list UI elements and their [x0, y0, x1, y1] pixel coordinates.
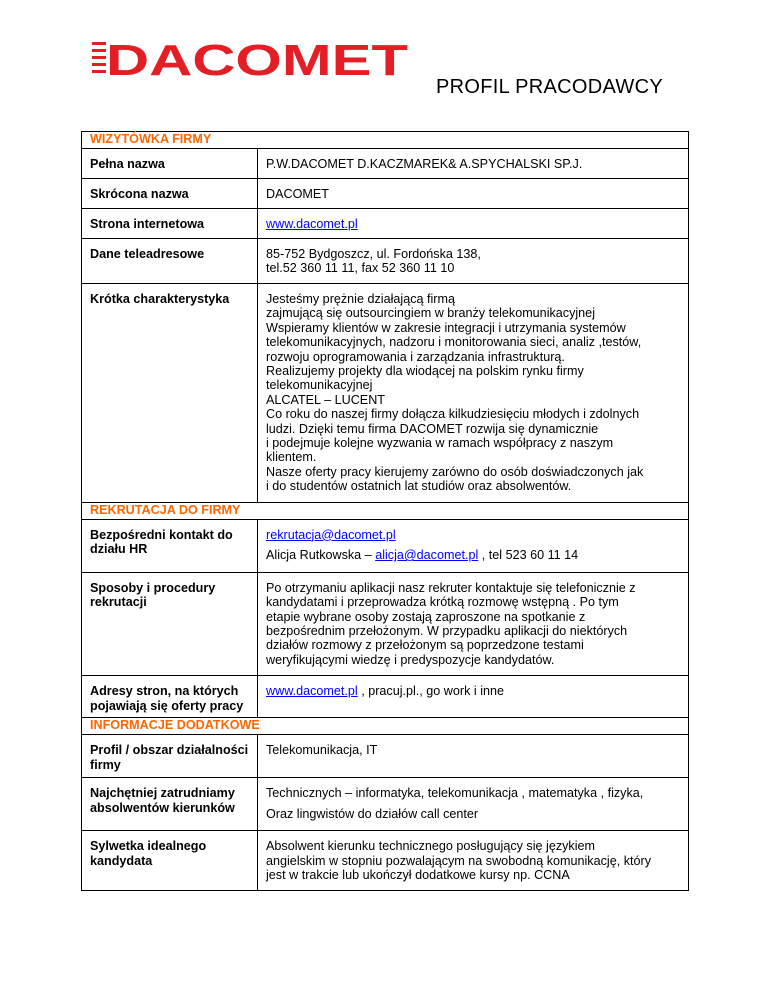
value-procedures — [258, 572, 689, 675]
row-description — [82, 284, 689, 503]
description-line: Co roku do naszej firmy dołącza kilkudziesięciu młodych i zdolnych — [266, 407, 640, 422]
candidate-line: angielskim w stopniu pozwalającym na swobodną komunikację, który — [266, 853, 651, 868]
procedures-line: działów rozmowy z przełożonym są poprzedzone testami — [266, 638, 584, 653]
job-sites-rest: , pracuj.pl., go work i inne — [357, 684, 505, 699]
description-line: i podejmuje kolejne wyzwania w ramach współpracy z naszym — [266, 436, 614, 451]
row-short-name — [82, 179, 689, 209]
label-hr-contact: Bezpośredni kontakt do działu HR — [82, 519, 258, 572]
candidate-line: jest w trakcie lub ukończył dodatkowe kursy np. CCNA — [266, 867, 570, 882]
label-candidate: Sylwetka idealnego kandydata — [82, 831, 258, 891]
value-hr-contact — [258, 519, 689, 572]
procedures-line: etapie wybrane osoby zostają zaproszone na spotkanie z — [266, 609, 586, 624]
row-hr-contact — [82, 519, 689, 572]
logo-text: DACOMET — [106, 38, 409, 80]
description-line: ludzi. Dzięki temu firma DACOMET rozwija się dynamicznie — [266, 421, 599, 436]
row-profile — [82, 735, 689, 778]
job-site-link[interactable]: www.dacomet.pl — [266, 684, 358, 699]
dacomet-logo-icon — [92, 38, 410, 80]
profile-table — [81, 131, 689, 891]
label-procedures: Sposoby i procedury rekrutacji — [82, 572, 258, 675]
row-full-name — [82, 149, 689, 179]
procedures-line: bezpośrednim przełożonym. W przypadku aplikacji do niektórych — [266, 623, 628, 638]
value-short-name: DACOMET — [258, 179, 689, 209]
description-line: Nasze oferty pracy kierujemy zarówno do osób doświadczonych jak — [266, 464, 644, 479]
candidate-line: Absolwent kierunku technicznego posługujący się językiem — [266, 839, 596, 854]
contact-person — [266, 548, 680, 562]
recruitment-email-link[interactable]: rekrutacja@dacomet.pl — [266, 527, 396, 542]
row-candidate — [82, 831, 689, 891]
phone-line: tel.52 360 11 11, fax 52 360 11 10 — [266, 261, 455, 276]
description-line: klientem. — [266, 450, 317, 465]
description-line: Realizujemy projekty dla wiodącej na polskim rynku firmy — [266, 364, 584, 379]
row-website — [82, 209, 689, 239]
label-full-name: Pełna nazwa — [82, 149, 258, 179]
label-short-name: Skrócona nazwa — [82, 179, 258, 209]
section-row-rekrutacja — [82, 502, 689, 519]
row-procedures — [82, 572, 689, 675]
label-job-sites: Adresy stron, na których pojawiają się oferty pracy — [82, 676, 258, 718]
label-description: Krótka charakterystyka — [82, 284, 258, 503]
value-website — [258, 209, 689, 239]
procedures-line: weryfikującymi wiedzę i predyspozycje kandydatów. — [266, 652, 555, 667]
label-profile: Profil / obszar działalności firmy — [82, 735, 258, 778]
description-line: zajmującą się outsourcingiem w branży telekomunikacyjnej — [266, 306, 595, 321]
section-row-wizytowka — [82, 132, 689, 149]
row-address — [82, 239, 689, 284]
value-candidate — [258, 831, 689, 891]
page-title: PROFIL PRACODAWCY — [436, 76, 663, 98]
address-line: 85-752 Bydgoszcz, ul. Fordońska 138, — [266, 247, 481, 261]
value-address — [258, 239, 689, 284]
contact-person-name: Alicja Rutkowska – — [266, 548, 376, 563]
graduates-line: Technicznych – informatyka, telekomunikacja , matematyka , fizyka, — [266, 786, 644, 801]
description-line: Jesteśmy prężnie działającą firmą — [266, 292, 455, 306]
section-heading-wizytowka: WIZYTÓWKA FIRMY — [82, 132, 689, 149]
label-address: Dane teleadresowe — [82, 239, 258, 284]
description-line: i do studentów ostatnich lat studiów oraz absolwentów. — [266, 479, 572, 494]
value-profile: Telekomunikacja, IT — [258, 735, 689, 778]
value-job-sites — [258, 676, 689, 718]
section-heading-rekrutacja: REKRUTACJA DO FIRMY — [82, 502, 689, 519]
contact-person-email-link[interactable]: alicja@dacomet.pl — [375, 548, 479, 563]
label-website: Strona internetowa — [82, 209, 258, 239]
graduates-line: Oraz lingwistów do działów call center — [266, 806, 479, 821]
procedures-line: kandydatami i przeprowadza krótką rozmowę wstępną . Po tym — [266, 595, 619, 610]
company-logo — [92, 38, 410, 80]
description-line: telekomunikacyjnej — [266, 378, 373, 393]
description-line: rozwoju oprogramowania i zarządzania infrastrukturą. — [266, 349, 565, 364]
section-row-dodatkowe — [82, 718, 689, 735]
procedures-line: Po otrzymaniu aplikacji nasz rekruter kontaktuje się telefonicznie z — [266, 580, 636, 595]
contact-person-phone: , tel 523 60 11 14 — [478, 548, 579, 563]
description-line: Wspieramy klientów w zakresie integracji i utrzymania systemów — [266, 320, 626, 335]
label-graduates: Najchętniej zatrudniamy absolwentów kierunków — [82, 778, 258, 831]
website-link[interactable]: www.dacomet.pl — [266, 217, 358, 231]
value-description — [258, 284, 689, 503]
description-line: ALCATEL – LUCENT — [266, 392, 385, 407]
value-full-name: P.W.DACOMET D.KACZMAREK& A.SPYCHALSKI SP.J. — [258, 149, 689, 179]
description-line: telekomunikacyjnych, nadzoru i monitorowania sieci, analiz ,testów, — [266, 335, 642, 350]
row-graduates — [82, 778, 689, 831]
value-graduates — [258, 778, 689, 831]
section-heading-dodatkowe: INFORMACJE DODATKOWE — [82, 718, 689, 735]
row-job-sites — [82, 676, 689, 718]
